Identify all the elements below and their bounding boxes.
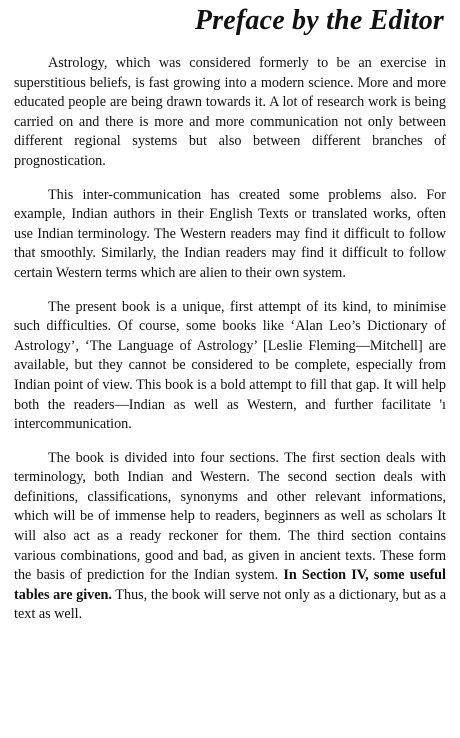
paragraph-4-text-start: The book is divided into four sections. The first section deals with terminology, both Indian and Western. The second section deals with definitions, classifications, synonyms and other relevant informations, which will be of immense help to readers, beginners as well as scholars It will also act as a ready reckoner for them. The third section contains various combinations, good and bad, as given in ancient texts. These form the basis of prediction for the Indian system. <box>14 449 446 584</box>
paragraph-2: This inter-communication has created some problems also. For example, Indian authors in their English Texts or translated works, often use Indian terminology. The Western readers may find it difficult to follow that smoothly. Similarly, the Indian readers may find it difficult to follow certain Western terms which are alien to their own system. <box>14 186 446 281</box>
paragraph-1: Astrology, which was considered formerly to be an exercise in superstitious beliefs, is fast growing into a modern science. More and more educated people are being drawn towards it. A lot of research work is being carried on and there is more and more communication not only between different regional systems but also between different branches of prognostication. <box>14 55 446 169</box>
paragraph-4-bold-sentence: In Section IV, some useful tables are given. <box>14 567 446 603</box>
paragraph-4-text-end: Thus, the book will serve not only as a dictionary, but as a text as well. <box>14 586 447 623</box>
paragraph-4 <box>14 449 446 625</box>
paragraph-3: The present book is a unique, first attempt of its kind, to minimise such difficulties. Of course, some books like ‘Alan Leo’s Dictionary of Astrology’, ‘The Language of Astrology’ [Leslie Fleming—Mitchell] are available, but they cannot be considered to be complete, especially from Indian point of view. This book is a bold attempt to fill that gap. It will help both the readers—Indian as well as Western, and further facilitate 'ı intercommunication. <box>14 298 446 433</box>
page-title: Preface by the Editor <box>194 5 444 36</box>
